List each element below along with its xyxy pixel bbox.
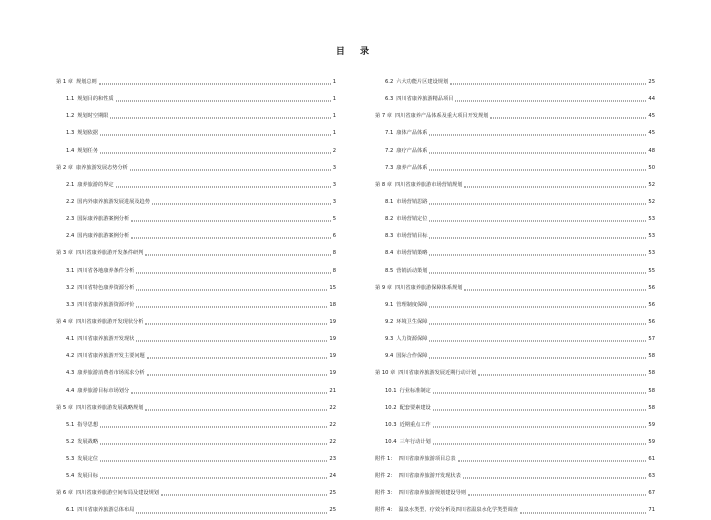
toc-entry-page: 1 [332, 130, 336, 137]
toc-entry-page: 2 [332, 147, 336, 154]
toc-entry[interactable] [375, 245, 655, 262]
toc-entry-number: 9.2 [385, 318, 394, 325]
toc-entry-page: 18 [329, 301, 336, 308]
toc-entry-page: 58 [648, 404, 655, 411]
toc-entry[interactable] [56, 417, 336, 434]
toc-entry-page: 56 [648, 301, 655, 308]
toc-entry[interactable] [56, 297, 336, 314]
dot-leader [161, 495, 327, 496]
toc-entry-number: 7.1 [385, 130, 394, 137]
toc-entry-number: 7.3 [385, 164, 394, 171]
dot-leader [450, 84, 646, 85]
toc-entry[interactable] [375, 280, 655, 297]
toc-entry-title: 四川省康养旅游发展战略规划 [75, 404, 144, 411]
toc-entry-page: 25 [648, 78, 655, 85]
dot-leader [433, 444, 647, 445]
toc-entry-number: 5.2 [66, 438, 75, 445]
dot-leader [429, 169, 646, 170]
toc-entry-page: 44 [648, 96, 655, 103]
toc-title: 目 录 [335, 47, 376, 57]
toc-entry-number: 5.4 [66, 473, 75, 480]
dot-leader [478, 375, 646, 376]
toc-entry-title: 市场营销策略 [396, 250, 428, 257]
dot-leader [136, 306, 327, 307]
toc-entry-page: 1 [332, 96, 336, 103]
toc-entry-number: 4.1 [66, 336, 75, 343]
toc-entry-page: 23 [329, 456, 336, 463]
toc-entry-number: 4.3 [66, 370, 75, 377]
toc-entry-number: 第 4 章 [56, 318, 73, 325]
toc-entry-page: 22 [329, 438, 336, 445]
toc-entry-number: 第 3 章 [56, 250, 73, 257]
toc-entry-title: 国内外康养旅游发展进展及趋势 [77, 198, 150, 205]
toc-entry[interactable] [56, 245, 336, 262]
toc-entry-number: 9.4 [385, 353, 394, 360]
toc-entry-number: 第 10 章 [375, 370, 396, 377]
toc-entry[interactable] [56, 160, 336, 177]
toc-entry-page: 56 [648, 284, 655, 291]
dot-leader [145, 324, 327, 325]
toc-entry-title: 四川省康养旅游精品项目 [396, 96, 454, 103]
toc-entry-page: 19 [329, 370, 336, 377]
toc-entry-title: 三年行动计划 [399, 438, 431, 445]
toc-entry-number: 9.3 [385, 336, 394, 343]
toc-entry-number: 1.4 [66, 147, 75, 154]
toc-entry-page: 8 [332, 250, 336, 257]
toc-entry-number: 4.2 [66, 353, 75, 360]
toc-entry-page: 22 [329, 421, 336, 428]
toc-entry-title: 国际康养旅游案例分析 [77, 216, 130, 223]
toc-entry-page: 21 [329, 387, 336, 394]
toc-entry[interactable] [56, 365, 336, 382]
toc-entry-number: 10.4 [385, 438, 397, 445]
toc-entry-page: 25 [329, 507, 336, 514]
dot-leader [433, 409, 647, 410]
toc-entry-number: 附件 2： [375, 473, 396, 480]
dot-leader [429, 341, 646, 342]
dot-leader [136, 341, 327, 342]
toc-entry-number: 第 2 章 [56, 164, 73, 171]
toc-entry[interactable] [56, 143, 336, 160]
toc-entry[interactable] [56, 383, 336, 400]
toc-entry[interactable] [56, 503, 336, 520]
toc-entry-title: 四川省康养旅游市场营销规划 [394, 181, 463, 188]
dot-leader [464, 289, 646, 290]
toc-entry-title: 配套要素建设 [399, 404, 431, 411]
toc-entry[interactable] [375, 143, 655, 160]
toc-entry-title: 近期重点工作 [399, 421, 431, 428]
toc-entry-title: 四川省康养旅游开发条件研判 [75, 250, 144, 257]
toc-entry-page: 71 [648, 507, 655, 514]
toc-entry-number: 3.1 [66, 267, 75, 274]
toc-entry-number: 附件 4： [375, 507, 396, 514]
toc-entry-title: 四川省康养旅游开发现状 [77, 336, 135, 343]
toc-entry-number: 第 6 章 [56, 490, 73, 497]
toc-entry-page: 67 [648, 490, 655, 497]
toc-entry-title: 四川省康养旅游开发主要问题 [77, 353, 145, 360]
dot-leader [463, 478, 647, 479]
toc-entry-number: 第 9 章 [375, 284, 392, 291]
toc-entry-number: 2.1 [66, 181, 75, 188]
toc-entry[interactable] [375, 503, 655, 520]
toc-entry-page: 19 [329, 353, 336, 360]
dot-leader [110, 118, 330, 119]
dot-leader [490, 118, 646, 119]
toc-entry-title: 四川省康养旅游总体布局 [77, 507, 135, 514]
toc-entry[interactable] [375, 314, 655, 331]
toc-entry-title: 规划任务 [77, 147, 99, 154]
toc-entry-title: 国内康养旅游案例分析 [77, 233, 130, 240]
dot-leader [131, 221, 331, 222]
toc-entry-title: 规划目的和性质 [77, 96, 114, 103]
toc-entry[interactable] [56, 280, 336, 297]
toc-right-column [375, 74, 655, 520]
toc-entry-page: 52 [648, 198, 655, 205]
toc-entry-number: 4.4 [66, 387, 75, 394]
dot-leader [147, 375, 328, 376]
toc-entry-title: 发展定位 [77, 456, 99, 463]
toc-entry[interactable] [375, 194, 655, 211]
toc-entry-number: 3.3 [66, 301, 75, 308]
toc-entry-page: 3 [332, 164, 336, 171]
toc-entry-number: 2.3 [66, 216, 75, 223]
dot-leader [468, 495, 646, 496]
toc-entry-number: 附件 1： [375, 456, 396, 463]
toc-entry[interactable] [56, 451, 336, 468]
dot-leader [520, 512, 647, 513]
toc-entry-page: 19 [329, 336, 336, 343]
toc-entry[interactable] [375, 451, 655, 468]
toc-entry[interactable] [375, 297, 655, 314]
toc-entry[interactable] [56, 108, 336, 125]
toc-entry[interactable] [56, 228, 336, 245]
toc-entry[interactable] [375, 211, 655, 228]
dot-leader [99, 84, 331, 85]
toc-entry[interactable] [375, 74, 655, 91]
toc-entry-title: 规划总则 [75, 78, 97, 85]
toc-entry-title: 温泉水类型、疗效分析及四川省温泉水化学类型调查 [398, 507, 518, 514]
dot-leader [429, 204, 646, 205]
toc-entry-page: 59 [648, 421, 655, 428]
toc-entry-page: 45 [648, 113, 655, 120]
toc-entry-page: 61 [648, 456, 655, 463]
toc-entry-number: 第 7 章 [375, 113, 392, 120]
toc-entry[interactable] [56, 434, 336, 451]
toc-entry-number: 3.2 [66, 284, 75, 291]
toc-entry[interactable] [56, 348, 336, 365]
toc-entry-number: 8.4 [385, 250, 394, 257]
toc-left-column [56, 74, 336, 520]
dot-leader [429, 221, 646, 222]
toc-entry-number: 7.2 [385, 147, 394, 154]
dot-leader [429, 324, 646, 325]
toc-entry[interactable] [56, 177, 336, 194]
toc-entry[interactable] [56, 91, 336, 108]
toc-entry-number: 第 1 章 [56, 78, 73, 85]
toc-entry-number: 2.4 [66, 233, 75, 240]
toc-entry[interactable] [375, 383, 655, 400]
toc-entry[interactable] [375, 125, 655, 142]
toc-entry-number: 1.3 [66, 130, 75, 137]
toc-entry-page: 22 [329, 404, 336, 411]
toc-entry-title: 四川省康养旅游项目总表 [398, 456, 456, 463]
toc-entry-page: 3 [332, 181, 336, 188]
toc-entry-title: 管理制度保障 [396, 301, 428, 308]
toc-entry[interactable] [56, 468, 336, 485]
dot-leader [429, 152, 646, 153]
toc-entry[interactable] [56, 194, 336, 211]
toc-entry-title: 康疗产品体系 [396, 147, 428, 154]
toc-entry-title: 发展战略 [77, 438, 99, 445]
toc-entry-title: 四川省康养旅游开发现状表 [398, 473, 461, 480]
dot-leader [130, 169, 331, 170]
dot-leader [429, 358, 646, 359]
dot-leader [145, 255, 330, 256]
toc-entry-number: 5.3 [66, 456, 75, 463]
dot-leader [429, 272, 646, 273]
toc-entry-page: 3 [332, 198, 336, 205]
toc-entry-number: 8.2 [385, 216, 394, 223]
toc-entry[interactable] [375, 434, 655, 451]
toc-entry-number: 1.1 [66, 96, 75, 103]
toc-entry[interactable] [56, 263, 336, 280]
toc-entry-page: 25 [329, 490, 336, 497]
toc-entry-number: 6.2 [385, 78, 394, 85]
toc-entry[interactable] [375, 365, 655, 382]
toc-entry-number: 8.5 [385, 267, 394, 274]
dot-leader [145, 409, 327, 410]
dot-leader [429, 255, 646, 256]
toc-entry-page: 56 [648, 318, 655, 325]
toc-entry-title: 国际合作保障 [396, 353, 428, 360]
toc-entry[interactable] [56, 485, 336, 502]
toc-entry[interactable] [56, 400, 336, 417]
dot-leader [152, 204, 331, 205]
toc-entry-title: 发展目标 [77, 473, 99, 480]
dot-leader [147, 358, 328, 359]
toc-entry-page: 24 [329, 473, 336, 480]
dot-leader [116, 101, 331, 102]
toc-entry-page: 53 [648, 233, 655, 240]
toc-entry-title: 康养产品体系 [396, 164, 428, 171]
toc-entry-number: 6.3 [385, 96, 394, 103]
toc-entry-number: 5.1 [66, 421, 75, 428]
toc-entry-title: 四川省康养旅游规划建设导则 [398, 490, 466, 497]
toc-entry-number: 8.3 [385, 233, 394, 240]
toc-entry[interactable] [375, 177, 655, 194]
toc-entry[interactable] [375, 468, 655, 485]
toc-entry-page: 58 [648, 353, 655, 360]
toc-entry-page: 58 [648, 387, 655, 394]
toc-entry-page: 15 [329, 284, 336, 291]
toc-entry-number: 9.1 [385, 301, 394, 308]
dot-leader [100, 426, 327, 427]
toc-entry-page: 58 [648, 370, 655, 377]
toc-entry[interactable] [375, 91, 655, 108]
toc-entry-title: 康养旅游消费者市场需求分析 [77, 370, 145, 377]
toc-entry-page: 57 [648, 336, 655, 343]
toc-entry-title: 四川省特色康养资源分析 [77, 284, 135, 291]
toc-entry-title: 康养旅游发展态势分析 [75, 164, 128, 171]
toc-entry[interactable] [375, 348, 655, 365]
toc-entry[interactable] [375, 160, 655, 177]
toc-entry[interactable] [56, 314, 336, 331]
toc-entry-title: 六大功能片区建设规划 [396, 78, 449, 85]
toc-entry[interactable] [375, 263, 655, 280]
toc-entry[interactable] [375, 417, 655, 434]
toc-entry-page: 48 [648, 147, 655, 154]
toc-entry[interactable] [56, 211, 336, 228]
toc-entry-page: 1 [332, 78, 336, 85]
toc-entry-title: 四川省康养旅游发展近期行动计划 [398, 370, 477, 377]
toc-entry-number: 第 8 章 [375, 181, 392, 188]
dot-leader [433, 392, 647, 393]
toc-entry-title: 四川省康养旅游空间布局及建设规划 [75, 490, 159, 497]
toc-entry-title: 四川省康养旅游资源评价 [77, 301, 135, 308]
toc-entry-title: 四川省康养旅游开发现状分析 [75, 318, 144, 325]
toc-entry[interactable] [375, 485, 655, 502]
toc-entry-number: 10.2 [385, 404, 397, 411]
toc-entry-title: 规划时空期限 [77, 113, 109, 120]
dot-leader [131, 392, 327, 393]
toc-entry-title: 指导思想 [77, 421, 99, 428]
dot-leader [429, 238, 646, 239]
dot-leader [100, 461, 327, 462]
dot-leader [100, 152, 331, 153]
toc-entry[interactable] [375, 108, 655, 125]
toc-entry-page: 53 [648, 250, 655, 257]
dot-leader [100, 135, 331, 136]
toc-entry-number: 6.1 [66, 507, 75, 514]
toc-entry-title: 市场营销目标 [396, 233, 428, 240]
dot-leader [100, 444, 327, 445]
dot-leader [136, 289, 327, 290]
toc-entry-title: 规划依据 [77, 130, 99, 137]
toc-entry[interactable] [56, 331, 336, 348]
toc-entry-page: 1 [332, 113, 336, 120]
dot-leader [136, 272, 330, 273]
toc-entry-title: 四川省康养产品体系及重大项目开发规划 [394, 113, 489, 120]
toc-entry-title: 环境卫生保障 [396, 318, 428, 325]
toc-entry-title: 市场营销思路 [396, 198, 428, 205]
toc-entry-page: 50 [648, 164, 655, 171]
toc-entry[interactable] [56, 125, 336, 142]
toc-entry-page: 53 [648, 216, 655, 223]
toc-entry-number: 8.1 [385, 198, 394, 205]
toc-entry-number: 10.1 [385, 387, 397, 394]
dot-leader [100, 478, 327, 479]
toc-entry[interactable] [375, 400, 655, 417]
toc-entry-page: 59 [648, 438, 655, 445]
toc-entry-title: 四川省康养旅游保障体系规划 [394, 284, 463, 291]
toc-entry-number: 10.3 [385, 421, 397, 428]
toc-entry-page: 45 [648, 130, 655, 137]
dot-leader [429, 135, 646, 136]
toc-entry-title: 康养旅游的界定 [77, 181, 114, 188]
toc-entry-number: 2.2 [66, 198, 75, 205]
toc-entry[interactable] [375, 228, 655, 245]
toc-entry-number: 第 5 章 [56, 404, 73, 411]
dot-leader [455, 101, 646, 102]
toc-entry-title: 营销活动策划 [396, 267, 428, 274]
toc-entry-title: 人力资源保障 [396, 336, 428, 343]
toc-entry[interactable] [375, 331, 655, 348]
dot-leader [116, 186, 331, 187]
toc-entry-page: 5 [332, 216, 336, 223]
toc-entry-page: 8 [332, 267, 336, 274]
toc-entry-title: 康体产品体系 [396, 130, 428, 137]
toc-entry-page: 55 [648, 267, 655, 274]
toc-entry-page: 63 [648, 473, 655, 480]
dot-leader [458, 461, 647, 462]
toc-entry-title: 行业标准制定 [399, 387, 431, 394]
toc-entry-title: 康养旅游目标市场划分 [77, 387, 130, 394]
toc-entry-page: 52 [648, 181, 655, 188]
toc-entry-page: 19 [329, 318, 336, 325]
dot-leader [136, 512, 327, 513]
toc-entry[interactable] [56, 74, 336, 91]
dot-leader [433, 426, 647, 427]
dot-leader [464, 186, 646, 187]
dot-leader [429, 306, 646, 307]
toc-entry-title: 四川省各地康养条件分析 [77, 267, 135, 274]
dot-leader [131, 238, 331, 239]
toc-entry-number: 1.2 [66, 113, 75, 120]
toc-entry-page: 6 [332, 233, 336, 240]
toc-entry-title: 市场营销定位 [396, 216, 428, 223]
toc-entry-number: 附件 3： [375, 490, 396, 497]
